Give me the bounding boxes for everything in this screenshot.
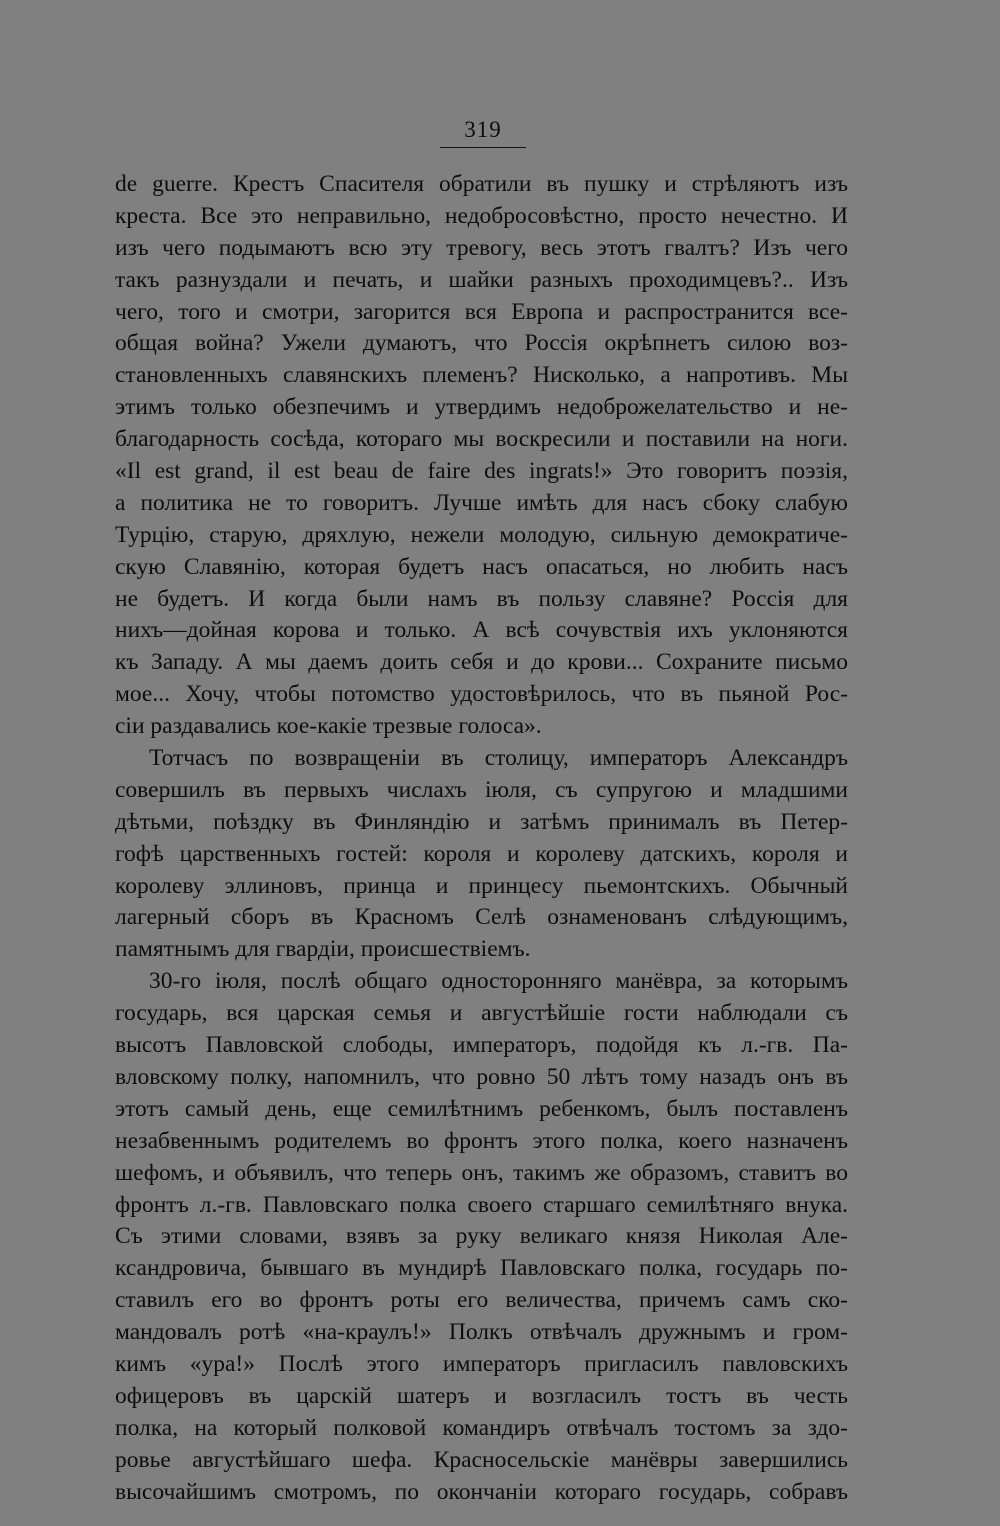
text-line: de guerre. Крестъ Спасителя обратили въ пушку и стрѣляютъ изъ	[115, 171, 848, 197]
text-line: а политика не то говоритъ. Лучше имѣть для насъ сбоку слабую	[115, 489, 848, 516]
text-line: Тотчасъ по возвращеніи въ столицу, императоръ Александръ	[149, 745, 848, 772]
body-text	[115, 169, 848, 1508]
text-line: ставилъ его во фронтъ роты его величества, причемъ самъ ско-	[115, 1287, 848, 1314]
text-line: королеву эллиновъ, принца и принцесу пьемонтскихъ. Обычный	[115, 872, 848, 899]
text-line: ровье августѣйшаго шефа. Красносельскіе манёвры завершились	[115, 1446, 848, 1473]
text-line: такъ разнуздали и печать, и шайки разныхъ проходимцевъ?.. Изъ	[115, 266, 848, 293]
text-line: офицеровъ въ царскій шатеръ и возгласилъ тостъ въ честь	[115, 1382, 848, 1409]
text-line: вловскому полку, напомнилъ, что ровно 50 лѣтъ тому назадъ онъ въ	[115, 1063, 848, 1090]
text-line: ксандровича, бывшаго въ мундирѣ Павловскаго полка, государь по-	[115, 1255, 848, 1282]
text-line: дѣтьми, поѣздку въ Финляндію и затѣмъ принималъ въ Петер-	[115, 808, 848, 835]
text-line: совершилъ въ первыхъ числахъ іюля, съ супругою и младшими	[115, 776, 848, 803]
text-line: незабвеннымъ родителемъ во фронтъ этого полка, коего назначенъ	[115, 1127, 848, 1154]
text-line: становленныхъ славянскихъ племенъ? Нисколько, а напротивъ. Мы	[115, 362, 848, 389]
text-line: изъ чего подымаютъ всю эту тревогу, весь этотъ гвалтъ? Изъ чего	[115, 234, 848, 261]
text-line: лагерный сборъ въ Красномъ Селѣ ознаменованъ слѣдующимъ,	[115, 904, 848, 931]
page-number: 319	[464, 117, 502, 142]
text-line: Съ этими словами, взявъ за руку великаго князя Николая Але-	[115, 1223, 848, 1250]
text-line: чего, того и смотри, загорится вся Европа и распространится все-	[115, 298, 848, 325]
text-line: государь, вся царская семья и августѣйшіе гости наблюдали съ	[115, 1000, 848, 1027]
text-line: высотъ Павловской слободы, императоръ, подойдя къ л.-гв. Па-	[115, 1032, 848, 1059]
text-line: Турцію, старую, дряхлую, нежели молодую, сильную демократиче-	[115, 521, 848, 548]
text-line: мое... Хочу, чтобы потомство удостовѣрилось, что въ пьяной Рос-	[115, 681, 848, 708]
page-number-rule	[440, 147, 526, 148]
text-line: 30-го іюля, послѣ общаго односторонняго манёвра, за которымъ	[149, 968, 848, 995]
text-line: сіи раздавались кое-какіе трезвые голоса».	[115, 713, 542, 740]
text-line: креста. Все это неправильно, недобросовѣстно, просто нечестно. И	[115, 202, 848, 229]
text-line: этотъ самый день, еще семилѣтнимъ ребенкомъ, былъ поставленъ	[115, 1095, 848, 1122]
text-line: благодарность сосѣда, котораго мы воскресили и поставили на ноги.	[115, 426, 848, 453]
text-line: кимъ «ура!» Послѣ этого императоръ пригласилъ павловскихъ	[115, 1350, 848, 1377]
text-line: общая война? Ужели думаютъ, что Россія окрѣпнетъ силою воз-	[115, 330, 848, 357]
text-line: мандовалъ ротѣ «на-краулъ!» Полкъ отвѣчалъ дружнымъ и гром-	[115, 1319, 848, 1346]
text-line: скую Славянію, которая будетъ насъ опасаться, но любить насъ	[115, 553, 848, 580]
text-line: полка, на который полковой командиръ отвѣчалъ тостомъ за здо-	[115, 1414, 848, 1441]
text-line: гофѣ царственныхъ гостей: короля и королеву датскихъ, короля и	[115, 840, 848, 867]
text-line: нихъ—дойная корова и только. А всѣ сочувствія ихъ уклоняются	[115, 617, 848, 644]
text-line: памятнымъ для гвардіи, происшествіемъ.	[115, 936, 531, 963]
text-line: къ Западу. А мы даемъ доить себя и до крови... Сохраните письмо	[115, 649, 848, 676]
text-line: не будетъ. И когда были намъ въ пользу славяне? Россія для	[115, 585, 848, 612]
text-line: «Il est grand, il est beau de faire des ingrats!» Это говоритъ поэзія,	[115, 458, 848, 485]
text-line: высочайшимъ смотромъ, по окончаніи котораго государь, собравъ	[115, 1478, 848, 1505]
text-line: этимъ только обезпечимъ и утвердимъ недоброжелательство и не-	[115, 394, 848, 421]
text-line: шефомъ, и объявилъ, что теперь онъ, такимъ же образомъ, ставитъ во	[115, 1159, 848, 1186]
text-line: фронтъ л.-гв. Павловскаго полка своего старшаго семилѣтняго внука.	[115, 1191, 848, 1218]
